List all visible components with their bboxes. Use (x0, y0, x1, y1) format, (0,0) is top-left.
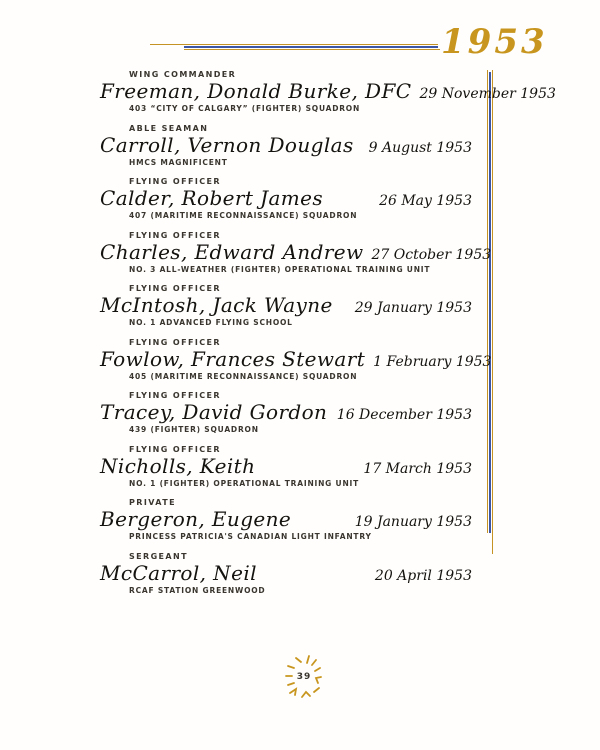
rank-label: FLYING OFFICER (129, 177, 221, 186)
date-text: 29 November 1953 (419, 86, 556, 102)
memorial-entry (100, 391, 472, 445)
rank-label: WING COMMANDER (129, 70, 237, 79)
unit-label: 439 (FIGHTER) SQUADRON (129, 425, 259, 434)
rank-label: FLYING OFFICER (129, 444, 221, 454)
unit-label: NO. 1 (FIGHTER) OPERATIONAL TRAINING UNIT (129, 478, 360, 488)
name-text: Charles, Edward Andrew (100, 239, 364, 264)
date-text: 17 March 1953 (363, 460, 472, 477)
date-text: 26 May 1953 (379, 193, 472, 209)
rank-label: FLYING OFFICER (129, 284, 221, 293)
date-text: 9 August 1953 (368, 139, 472, 156)
name-text: Calder, Robert James (100, 186, 324, 210)
name-text: Freeman, Donald Burke, DFC (100, 79, 412, 103)
rank-label: FLYING OFFICER (129, 230, 221, 240)
entries-list (100, 70, 556, 605)
date-text: 27 October 1953 (371, 246, 492, 263)
page-footer (276, 652, 332, 704)
rank-label: PRIVATE (129, 498, 176, 507)
name-text: Carroll, Vernon Douglas (100, 132, 354, 157)
name-text: Bergeron, Eugene (100, 507, 292, 531)
rank-label: ABLE SEAMAN (129, 123, 209, 133)
rank-label: FLYING OFFICER (129, 337, 221, 347)
memorial-entry (100, 177, 472, 231)
memorial-entry (100, 337, 492, 392)
memorial-entry (100, 230, 492, 285)
unit-label: 405 (MARITIME RECONNAISSANCE) SQUADRON (129, 371, 358, 381)
unit-label: RCAF STATION GREENWOOD (129, 585, 266, 595)
name-text: Fowlow, Frances Stewart (100, 346, 366, 371)
memorial-entry (100, 445, 472, 499)
memorial-entry (100, 284, 472, 338)
rank-label: SERGEANT (129, 551, 188, 561)
vertical-rule-blue (489, 72, 491, 533)
date-text: 19 January 1953 (354, 514, 472, 530)
name-text: McIntosh, Jack Wayne (100, 293, 333, 317)
memorial-entry (100, 552, 472, 606)
unit-label: NO. 1 ADVANCED FLYING SCHOOL (129, 318, 293, 327)
year-heading: 1953 (441, 22, 548, 62)
unit-label: NO. 3 ALL-WEATHER (FIGHTER) OPERATIONAL TRAINING UNIT (129, 264, 431, 274)
unit-label: HMCS MAGNIFICENT (129, 157, 228, 167)
unit-label: 403 “CITY OF CALGARY” (FIGHTER) SQUADRON (129, 104, 361, 113)
name-text: Nicholls, Keith (100, 453, 256, 478)
date-text: 20 April 1953 (374, 567, 472, 584)
header-rule-blue (184, 46, 438, 48)
header-rule-gold-top (150, 44, 438, 45)
page-number: 39 (296, 672, 312, 682)
memorial-entry (100, 124, 472, 178)
name-text: Tracey, David Gordon (100, 400, 328, 424)
date-text: 16 December 1953 (336, 407, 472, 423)
vertical-rule-gold-left (487, 70, 488, 533)
header-rule-gold-bottom (184, 49, 440, 50)
rank-label: FLYING OFFICER (129, 391, 221, 400)
memorial-entry (100, 70, 556, 124)
memorial-entry (100, 498, 472, 552)
date-text: 29 January 1953 (354, 300, 472, 316)
vertical-rule-gold-right (492, 70, 493, 554)
unit-label: PRINCESS PATRICIA'S CANADIAN LIGHT INFANTRY (129, 532, 372, 541)
unit-label: 407 (MARITIME RECONNAISSANCE) SQUADRON (129, 211, 358, 220)
date-text: 1 February 1953 (373, 353, 492, 370)
name-text: McCarrol, Neil (100, 560, 257, 585)
